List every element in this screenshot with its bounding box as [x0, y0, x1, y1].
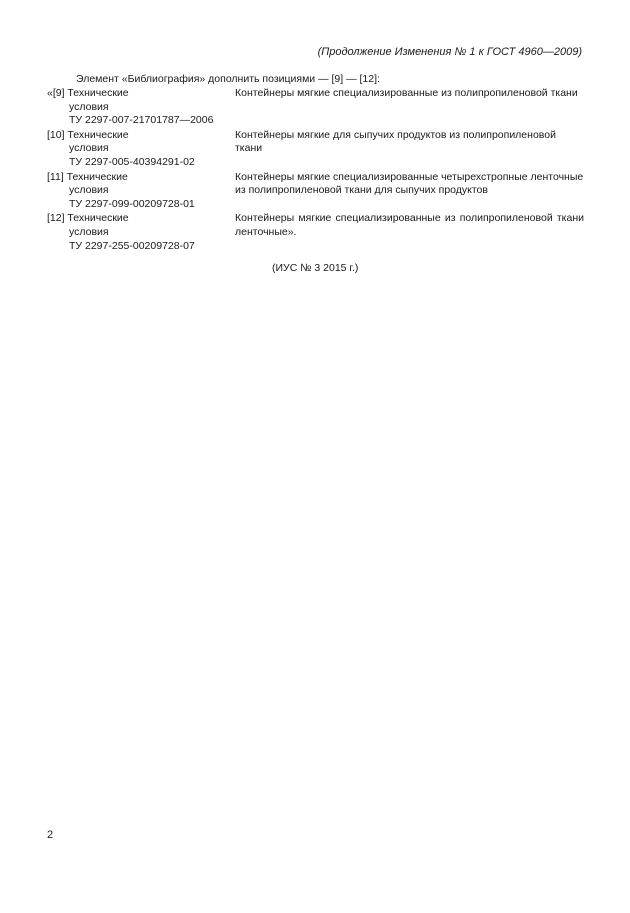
intro-paragraph: Элемент «Библиография» дополнить позициями — [9] — [12]:	[76, 73, 380, 85]
entry-description: Контейнеры мягкие для сыпучих продуктов из полипропиленовой ткани	[235, 128, 556, 155]
bibliography-entry-10	[47, 129, 584, 170]
entry-ref-number: «[9] Технические	[47, 87, 129, 99]
entry-description: Контейнеры мягкие специализированные из полипропиленовой ткани ленточные».	[235, 212, 584, 238]
entry-description: Контейнеры мягкие специализированные из полипропиленовой ткани	[235, 87, 578, 99]
bibliography-list	[47, 87, 584, 253]
entry-reference	[47, 171, 235, 212]
bibliography-entry-9	[47, 87, 584, 128]
entry-ref-code: ТУ 2297-005-40394291-02	[69, 155, 195, 168]
entry-ref-code: ТУ 2297-255-00209728-07	[69, 239, 195, 252]
entry-ref-code: ТУ 2297-007-21701787—2006	[69, 114, 214, 127]
entry-ref-number: [10] Технические	[47, 128, 129, 141]
entry-reference	[47, 87, 235, 128]
entry-description: Контейнеры мягкие специализированные четырехстропные ленточные из полипропиленовой ткани для сыпучих продуктов	[235, 170, 584, 197]
page-number: 2	[47, 829, 54, 841]
entry-ref-type: условия	[69, 184, 109, 197]
entry-reference	[47, 129, 235, 170]
bibliography-entry-12	[47, 212, 584, 253]
entry-reference	[47, 212, 235, 253]
entry-ref-number: [12] Технические	[47, 212, 129, 225]
document-header: (Продолжение Изменения № 1 к ГОСТ 4960—2009)	[317, 46, 582, 58]
entry-ref-code: ТУ 2297-099-00209728-01	[69, 197, 195, 210]
bibliography-entry-11	[47, 171, 584, 212]
entry-ref-number: [11] Технические	[47, 170, 128, 183]
entry-ref-type: условия	[69, 225, 109, 238]
entry-ref-type: условия	[69, 142, 109, 155]
entry-ref-type: условия	[69, 100, 109, 113]
source-reference: (ИУС № 3 2015 г.)	[272, 262, 359, 274]
